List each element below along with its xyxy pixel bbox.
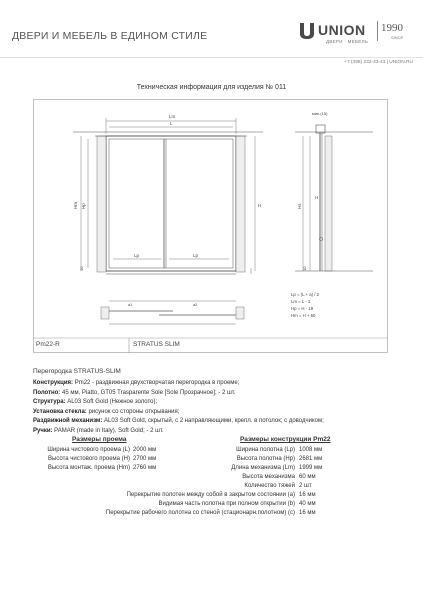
dim-lp-left: Lp bbox=[134, 253, 140, 258]
tagline: ДВЕРИ И МЕБЕЛЬ В ЕДИНОМ СТИЛЕ bbox=[12, 30, 208, 42]
construction-label: Количество тяжей bbox=[244, 483, 295, 489]
construction-value: 60 мм bbox=[299, 474, 316, 480]
spec-value: Pm22 - раздвижная двухстворчатая перегородка в проеме; bbox=[73, 380, 240, 386]
spec-key: Конструкция: bbox=[33, 380, 74, 386]
dim-min15: мин.(15) bbox=[312, 111, 328, 116]
front-elevation bbox=[73, 118, 263, 274]
plan-a2: а2 bbox=[193, 303, 198, 307]
dim-hm: Hm bbox=[73, 202, 78, 209]
side-section bbox=[295, 125, 373, 271]
construction-value: 16 мм bbox=[299, 492, 316, 498]
plan-view bbox=[101, 301, 244, 324]
product-type: Перегородка STRATUS-SLIM bbox=[33, 368, 121, 375]
spec-row bbox=[33, 408, 403, 418]
product-name: STRATUS SLIM bbox=[133, 341, 180, 348]
plan-a1: а1 bbox=[128, 303, 133, 307]
specifications bbox=[33, 379, 403, 436]
construction-label: Высота полотна (Hp) bbox=[236, 456, 295, 462]
formula-lp: Lp = (L + a) / 2 bbox=[291, 292, 320, 297]
contacts[interactable]: +7 (495) 232-43-43 | UNION.RU bbox=[344, 60, 413, 65]
brand-since: SINCE bbox=[391, 35, 404, 40]
spec-row bbox=[33, 417, 403, 427]
union-logo-icon bbox=[298, 21, 316, 41]
construction-value: 2681 мм bbox=[299, 456, 323, 462]
opening-label-width: Ширина чистового проема (L) bbox=[47, 447, 130, 453]
construction-label: Перекрытие полотен между собой в закрытом состоянии (а) bbox=[126, 492, 295, 498]
dim-hp: Hp bbox=[81, 203, 86, 209]
spec-key: Установка стекла: bbox=[33, 408, 87, 415]
dim-lp-right: Lp bbox=[193, 253, 199, 258]
document-title: Техническая информация для изделия № 011 bbox=[136, 84, 287, 91]
spec-value: PAMAR (made in Italy), Soft Gold; - 2 шт. bbox=[52, 427, 164, 434]
spec-key: Ручки: bbox=[33, 427, 53, 434]
dim-10-side: 10 bbox=[302, 266, 307, 271]
construction-label: Длина механизма (Lm) bbox=[231, 465, 295, 471]
brand-year: 1990 bbox=[381, 22, 403, 34]
construction-value: 1999 мм bbox=[299, 465, 323, 471]
construction-value: 16 мм bbox=[299, 510, 316, 516]
spec-key: Полотно: bbox=[33, 389, 61, 396]
opening-label-height: Высота чистового проема (H) bbox=[47, 456, 130, 462]
product-code: Pm22-R bbox=[36, 341, 60, 348]
drawing-frame bbox=[34, 100, 388, 353]
construction-value: 40 мм bbox=[299, 501, 316, 507]
spec-row bbox=[33, 389, 403, 399]
construction-label: Перекрытие рабочего полотна со стеной (стационарн.полотном) (с) bbox=[105, 510, 295, 516]
formula-hp: Hp = H - 19 bbox=[291, 306, 314, 311]
dim-h: H bbox=[258, 203, 262, 208]
spec-key: Раздвижной механизм: bbox=[33, 418, 103, 424]
spec-value: AL03 Soft Gold (Нежное золото); bbox=[65, 399, 158, 405]
spec-key: Структура: bbox=[33, 399, 66, 405]
brand-name: UNION bbox=[318, 22, 366, 38]
dim-h-side: H bbox=[315, 195, 319, 200]
spec-value: рисунок со стороны открывания; bbox=[86, 408, 180, 415]
opening-value-height: 2700 мм bbox=[133, 456, 157, 462]
spec-row bbox=[33, 379, 403, 389]
construction-label: Ширина полотна (Lp) bbox=[236, 447, 295, 453]
header-divider bbox=[0, 57, 423, 58]
brand-logo[interactable] bbox=[298, 18, 416, 46]
formula-lm: Lm = L - 1 bbox=[291, 299, 311, 304]
dim-hs: Hs bbox=[297, 203, 302, 209]
dim-10-left: 10 bbox=[79, 266, 84, 271]
opening-sizes-title: Размеры проема bbox=[72, 436, 127, 443]
construction-value: 2 шт bbox=[299, 483, 312, 489]
brand-divider bbox=[377, 21, 378, 41]
dim-l: L bbox=[170, 121, 173, 126]
spec-value: AL03 Soft Gold, скрытый, с 2 направляющими, крепл. в потолок; с доводчиком; bbox=[102, 418, 324, 424]
spec-row bbox=[33, 398, 403, 408]
spec-value: 45 мм, Piatto, GT05 Trasparente Sole [Sole Прозрачное]; - 2 шт. bbox=[60, 389, 236, 396]
opening-value-mount: 2760 мм bbox=[133, 465, 157, 471]
construction-value: 1008 мм bbox=[299, 447, 323, 453]
opening-label-mount: Высота монтаж. проема (Hm) bbox=[47, 465, 130, 471]
construction-sizes-title: Размеры конструкции Pm22 bbox=[240, 436, 331, 443]
technical-drawing bbox=[33, 99, 388, 353]
construction-label: Высота механизма bbox=[242, 474, 295, 480]
spec-row bbox=[33, 427, 403, 437]
dim-lm: Lm bbox=[169, 114, 176, 119]
formula-hm: Hm = H + 60 bbox=[291, 313, 316, 318]
opening-value-width: 2000 мм bbox=[133, 447, 157, 453]
construction-label: Видимая часть полотна при полном открытии (b) bbox=[158, 501, 295, 507]
brand-subtitle: ДВЕРИ · МЕБЕЛЬ bbox=[326, 39, 369, 44]
